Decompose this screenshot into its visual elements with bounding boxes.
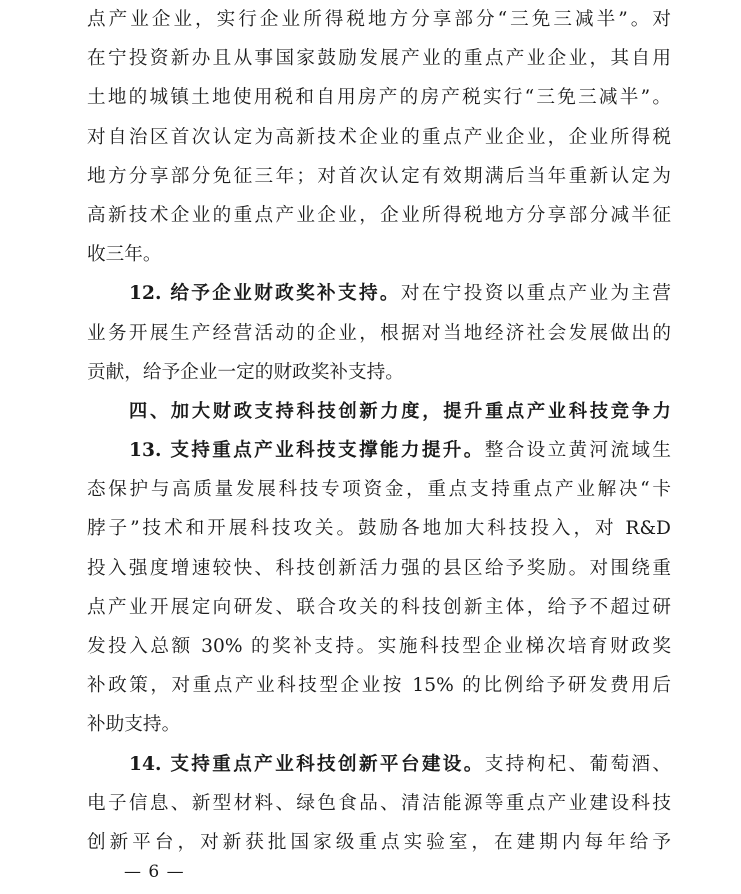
item-13-first-line (87, 431, 671, 470)
paragraph-line: 创新平台，对新获批国家级重点实验室，在建期内每年给予 (87, 831, 671, 853)
document-page (87, 0, 671, 862)
paragraph-line: 高新技术企业的重点产业企业，企业所得税地方分享部分减半征 (87, 204, 671, 226)
page-number: — 6 — (124, 862, 185, 882)
paragraph-line: 投入强度增速较快、科技创新活力强的县区给予奖励。对围绕重 (87, 557, 671, 579)
paragraph-line: 发投入总额 30% 的奖补支持。实施科技型企业梯次培育财政奖 (87, 636, 671, 657)
paragraph-line: 点产业开展定向研发、联合攻关的科技创新主体，给予不超过研 (87, 596, 671, 618)
paragraph-line: 贡献，给予企业一定的财政奖补支持。 (87, 361, 404, 383)
item-14-text: 支持枸杞、葡萄酒、 (484, 753, 672, 775)
paragraph-line: 地方分享部分免征三年；对首次认定有效期满后当年重新认定为 (87, 165, 671, 187)
paragraph-line: 电子信息、新型材料、绿色食品、清洁能源等重点产业建设科技 (87, 792, 671, 814)
paragraph-line: 对自治区首次认定为高新技术企业的重点产业企业，企业所得税 (87, 126, 671, 148)
item-12-text: 对在宁投资以重点产业为主营 (400, 283, 672, 305)
paragraph-line: 在宁投资新办且从事国家鼓励发展产业的重点产业企业，其自用 (87, 48, 671, 70)
paragraph-line: 态保护与高质量发展科技专项资金，重点支持重点产业解决“卡 (87, 479, 671, 501)
paragraph-line: 土地的城镇土地使用税和自用房产的房产税实行“三免三减半”。 (87, 87, 671, 109)
item-14-title: 14. 支持重点产业科技创新平台建设。 (129, 753, 485, 775)
item-13-text: 整合设立黄河流域生 (484, 440, 672, 462)
paragraph-line: 收三年。 (87, 244, 162, 266)
paragraph-line: 补政策，对重点产业科技型企业按 15% 的比例给予研发费用后 (87, 675, 671, 697)
item-13-title: 13. 支持重点产业科技支撑能力提升。 (129, 440, 485, 462)
section-heading: 四、加大财政支持科技创新力度，提升重点产业科技竞争力 (129, 400, 671, 422)
item-12-title: 12. 给予企业财政奖补支持。 (129, 283, 401, 305)
paragraph-line: 点产业企业，实行企业所得税地方分享部分“三免三减半”。对 (87, 9, 671, 30)
paragraph-line: 补助支持。 (87, 714, 181, 736)
paragraph-line: 业务开展生产经营活动的企业，根据对当地经济社会发展做出的 (87, 322, 671, 344)
item-12-first-line (87, 274, 671, 313)
item-14-first-line (87, 745, 671, 784)
paragraph-line: 脖子”技术和开展科技攻关。鼓励各地加大科技投入，对 R&D (87, 518, 671, 540)
